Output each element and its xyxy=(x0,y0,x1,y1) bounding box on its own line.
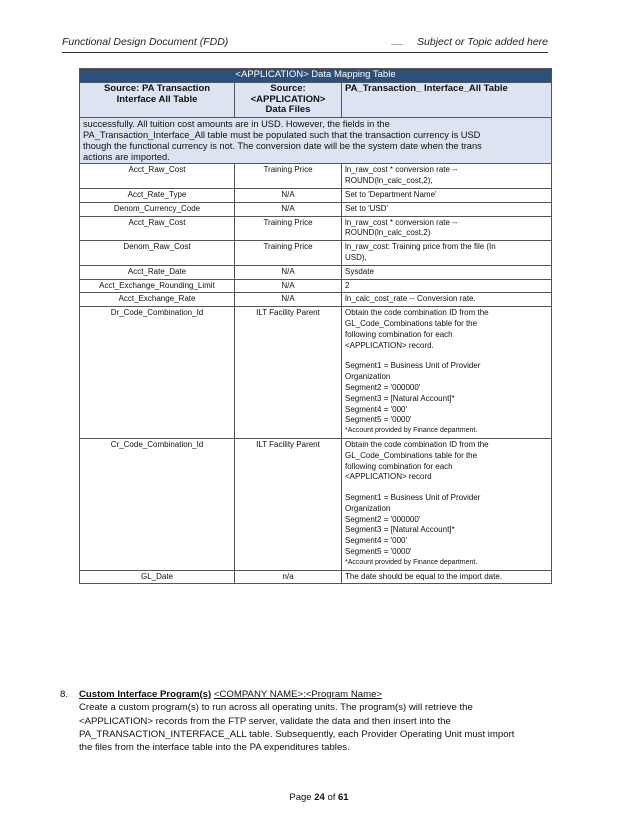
col-head-target: PA_Transaction_ Interface_All Table xyxy=(342,82,552,117)
table-row: Acct_Exchange_Rounding_Limit N/A 2 xyxy=(80,279,552,293)
data-mapping-table xyxy=(79,68,552,584)
page-header xyxy=(62,36,548,50)
col-head-source-app: Source: <APPLICATION> Data Files xyxy=(235,82,342,117)
section-line: Create a custom program(s) to run across all operating units. The program(s) will retrieve the xyxy=(79,702,473,714)
table-note: successfully. All tuition cost amounts are in USD. However, the fields in the PA_Transaction_Interface_All table must be populated such that the transaction currency is USD though the functional currency is not. The conversion date will be the system date when the trans actions are imported. xyxy=(80,118,552,164)
section-title: Custom Interface Program(s) xyxy=(79,689,212,700)
cr-footnote: *Account provided by Finance department. xyxy=(345,558,478,566)
table-row-dr-code: Dr_Code_Combination_Id ILT Facility Parent Obtain the code combination ID from the GL_Code_Combinations table for the following combination for each <APPLICATION> record. Segment1 = Business Unit of Provider Organization Segment2 = '000000' Segment3 = [Natural Account]* Segment4 = '000' Segment5 = '0000' *Account provided by Finance department. xyxy=(80,307,552,439)
header-rule xyxy=(62,52,548,53)
section-line: the files from the interface table into the PA expenditures tables. xyxy=(79,742,350,754)
table-row-gl-date: GL_Date n/a The date should be equal to the import date. xyxy=(80,570,552,584)
section-line: PA_TRANSACTION_INTERFACE_ALL table. Subsequently, each Provider Operating Unit must import xyxy=(79,728,515,740)
table-row: Denom_Raw_Cost Training Price ln_raw_cost: Training price from the file (In USD), xyxy=(80,241,552,266)
table-row-cr-code: Cr_Code_Combination_Id ILT Facility Parent Obtain the code combination ID from the GL_Code_Combinations table for the following combination for each <APPLICATION> record Segment1 = Business Unit of Provider Organization Segment2 = '000000' Segment3 = [Natural Account]* Segment4 = '000' Segment5 = '0000' *Account provided by Finance department. xyxy=(80,438,552,570)
table-title: <APPLICATION> Data Mapping Table xyxy=(80,69,552,83)
table-row: Acct_Raw_Cost Training Price ln_raw_cost * conversion rate -- ROUND(ln_calc_cost,2), xyxy=(80,164,552,189)
table-row: Acct_Raw_Cost Training Price ln_raw_cost * conversion rate -- ROUND(ln_calc_cost,2) xyxy=(80,216,552,241)
section-subtitle: <COMPANY NAME>:<Program Name> xyxy=(213,689,383,700)
page-footer: Page 24 of 61 xyxy=(289,792,349,803)
col-head-source-pa: Source: PA Transaction Interface All Table xyxy=(80,82,235,117)
page-number: 24 xyxy=(314,792,325,803)
header-doc-title: Functional Design Document (FDD) xyxy=(62,36,229,48)
dr-footnote: *Account provided by Finance department. xyxy=(345,427,478,435)
section-line: <APPLICATION> records from the FTP server, validate the data and then insert into the xyxy=(79,715,451,727)
table-row: Denom_Currency_Code N/A Set to 'USD' xyxy=(80,202,552,216)
table-row: Acct_Rate_Date N/A Sysdate xyxy=(80,265,552,279)
table-row: Acct_Rate_Type N/A Set to 'Department Name' xyxy=(80,188,552,202)
table-row: Acct_Exchange_Rate N/A ln_calc_cost_rate -- Conversion rate. xyxy=(80,293,552,307)
page-total: 61 xyxy=(338,792,349,803)
section-number: 8. xyxy=(60,689,69,700)
header-subject: Subject or Topic added here xyxy=(417,36,548,48)
header-separator: __ xyxy=(392,34,404,46)
